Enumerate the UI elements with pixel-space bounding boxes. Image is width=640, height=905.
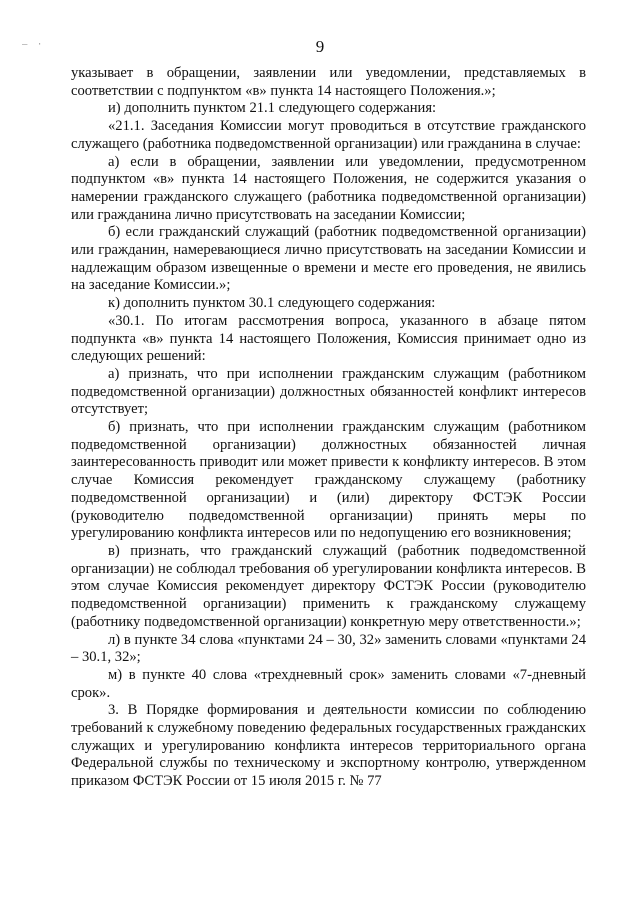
paragraph: а) если в обращении, заявлении или уведомлении, предусмотренном подпунктом «в» пункта 14 настоящего Положения, не содержится указания о намерении гражданского служащего (работника подведомственной организации) или гражданина лично присутствовать на заседании Комиссии;: [71, 153, 586, 223]
document-body: [71, 65, 586, 791]
paragraph: к) дополнить пунктом 30.1 следующего содержания:: [108, 295, 436, 312]
page-number: 9: [315, 37, 325, 56]
paragraph: и) дополнить пунктом 21.1 следующего содержания:: [108, 100, 437, 117]
paragraph: л) в пункте 34 слова «пунктами 24 – 30, 32» заменить словами «пунктами 24 – 30.1, 32»;: [71, 631, 586, 666]
scan-artifact: – ·: [22, 40, 45, 50]
paragraph: «30.1. По итогам рассмотрения вопроса, указанного в абзаце пятом подпункта «в» пункта 14 настоящего Положения, Комиссия принимает одно из следующих решений:: [71, 312, 586, 365]
paragraph: 3. В Порядке формирования и деятельности комиссии по соблюдению требований к служебному поведению федеральных государственных гражданских служащих и урегулированию конфликта интересов территориального органа Федеральной службы по техническому и экспортному контролю, утвержденном приказом ФСТЭК России от 15 июля 2015 г. № 77: [71, 702, 586, 790]
paragraph: б) признать, что при исполнении гражданским служащим (работником подведомственной организации) должностных обязанностей личная заинтересованность приводит или может привести к конфликту интересов. В этом случае Комиссия рекомендует гражданскому служащему (работнику подведомственной организации) и (или) директору ФСТЭК России (руководителю подведомственной организации) принять меры по урегулированию конфликта интересов или по недопущению его возникновения;: [71, 419, 586, 542]
paragraph: «21.1. Заседания Комиссии могут проводиться в отсутствие гражданского служащего (работника подведомственной организации) или гражданина в случае:: [71, 118, 586, 152]
paragraph: в) признать, что гражданский служащий (работник подведомственной организации) не соблюдал требования об урегулировании конфликта интересов. В этом случае Комиссия рекомендует директору ФСТЭК России (руководителю подведомственной организации) применить к гражданскому служащему (работнику подведомственной организации) конкретную меру ответственности.»;: [71, 542, 586, 630]
paragraph: м) в пункте 40 слова «трехдневный срок» заменить словами «7-дневный срок».: [71, 666, 586, 701]
paragraph: б) если гражданский служащий (работник подведомственной организации) или гражданин, намеревающиеся лично присутствовать на заседании Комиссии и надлежащим образом извещенные о времени и месте его проведения, не явились на заседание Комиссии.»;: [71, 224, 586, 294]
paragraph: а) признать, что при исполнении гражданским служащим (работником подведомственной организации) должностных обязанностей конфликт интересов отсутствует;: [71, 365, 586, 418]
paragraph: указывает в обращении, заявлении или уведомлении, представляемых в соответствии с подпунктом «в» пункта 14 настоящего Положения.»;: [71, 65, 586, 99]
